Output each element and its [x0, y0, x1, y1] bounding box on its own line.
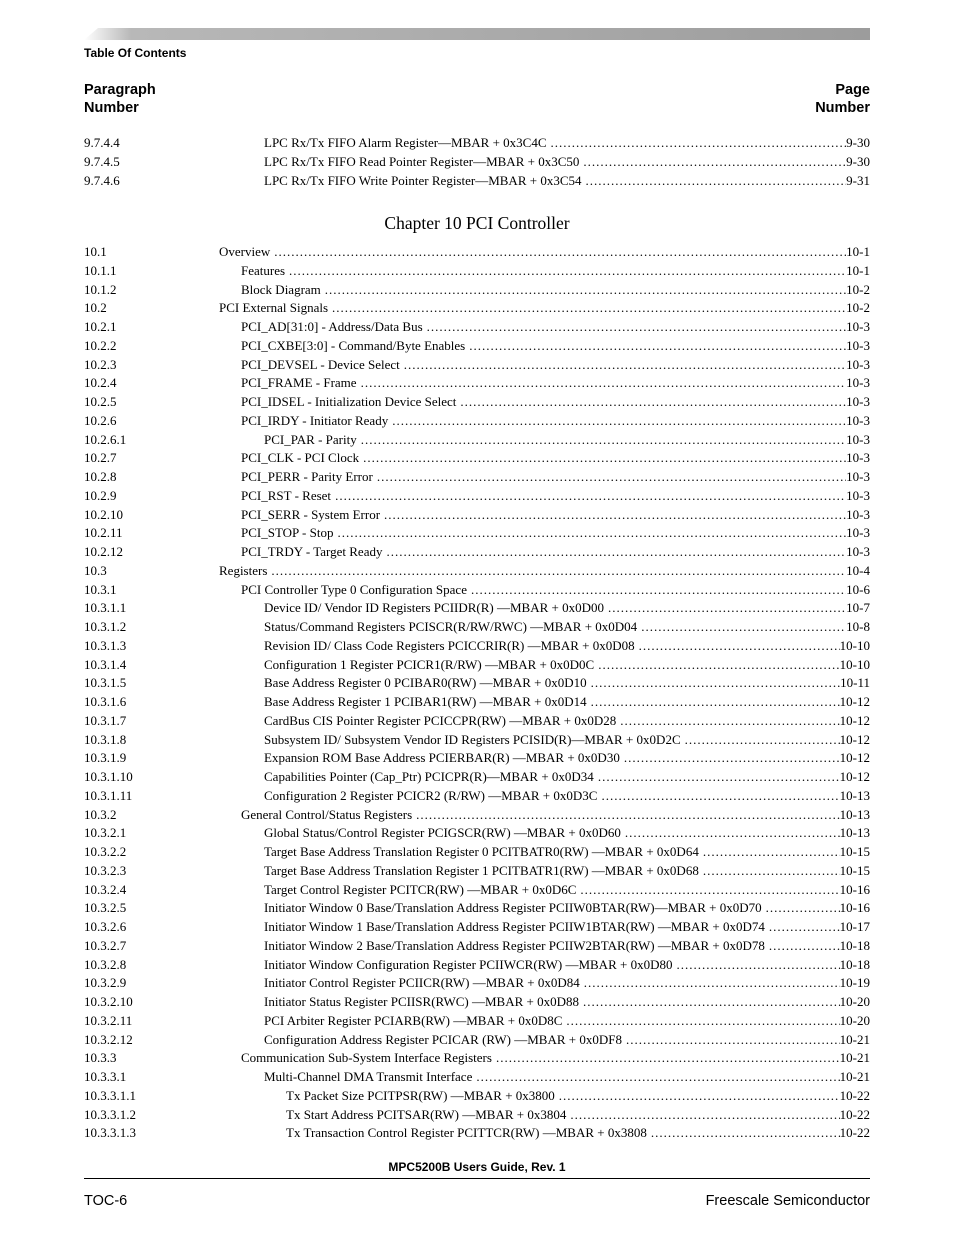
toc-entry-page: 10-15: [839, 844, 870, 859]
toc-entry-number: 10.3.1.6: [84, 694, 127, 709]
toc-entry-title: LPC Rx/Tx FIFO Alarm Register—MBAR + 0x3C4C: [264, 135, 547, 150]
toc-entry-title: Status/Command Registers PCISCR(R/RW/RWC) —MBAR + 0x0D04: [264, 619, 638, 634]
toc-entry[interactable]: [84, 172, 870, 191]
toc-entry-page: 10-3: [846, 337, 870, 353]
toc-entry-number: 10.3.2.1: [84, 825, 127, 841]
toc-entry-title: CardBus CIS Pointer Register PCICCPR(RW) —MBAR + 0x0D28: [264, 712, 617, 728]
toc-entry[interactable]: [84, 1049, 870, 1068]
toc-entry-number: 10.3.3.1.2: [84, 1106, 136, 1122]
toc-dot-leader: [703, 862, 840, 881]
toc-entry-number: 10.3.1: [84, 581, 117, 597]
toc-entry-page: 10-10: [839, 637, 870, 653]
toc-entry-title: Initiator Status Register PCIISR(RWC) —MBAR + 0x0D88: [264, 994, 580, 1009]
toc-dot-leader: [586, 172, 847, 191]
toc-entry[interactable]: [84, 712, 870, 731]
toc-entry-number: 10.3.3: [84, 1050, 117, 1066]
toc-entry-title: Subsystem ID/ Subsystem Vendor ID Registers PCISID(R)—MBAR + 0x0D2C: [264, 731, 681, 747]
toc-dot-leader: [551, 134, 847, 153]
toc-entry-page: 10-11: [840, 675, 870, 691]
toc-entry-number: 10.2.10: [84, 506, 123, 522]
toc-entry-page: 10-6: [846, 581, 870, 597]
toc-entry-title: Configuration Address Register PCICAR (RW) —MBAR + 0x0DF8: [264, 1031, 622, 1047]
toc-dot-leader: [591, 674, 841, 693]
toc-entry-title: PCI_CLK - PCI Clock: [241, 450, 360, 466]
toc-entry[interactable]: [84, 1124, 870, 1143]
toc-entry-page: 10-13: [839, 787, 870, 803]
toc-dot-leader: [703, 843, 840, 862]
toc-entry-page: 10-3: [846, 412, 870, 428]
toc-entry-page: 10-16: [839, 881, 870, 897]
toc-dot-leader: [598, 768, 840, 787]
toc-dot-leader: [361, 374, 847, 393]
toc-entry-number: 10.1.2: [84, 281, 117, 297]
toc-entry-title: Communication Sub-System Interface Registers: [241, 1050, 492, 1066]
toc-dot-leader: [580, 881, 839, 900]
toc-dot-leader: [496, 1049, 840, 1068]
toc-entry-page: 10-12: [839, 731, 870, 747]
toc-dot-leader: [335, 487, 846, 506]
toc-entry[interactable]: [84, 937, 870, 956]
toc-entry-title: LPC Rx/Tx FIFO Read Pointer Register—MBAR + 0x3C50: [264, 153, 580, 169]
toc-entry[interactable]: [84, 1106, 870, 1125]
toc-entry-title: PCI_IDSEL - Initialization Device Select: [241, 394, 457, 409]
toc-dot-leader: [769, 937, 840, 956]
paragraph-number-heading: Paragraph Number: [84, 82, 156, 116]
toc-entry-page: 10-13: [839, 825, 870, 841]
toc-entry-page: 10-18: [839, 937, 870, 953]
toc-entry[interactable]: [84, 318, 870, 337]
toc-dot-leader: [325, 281, 846, 300]
toc-entry-page: 10-3: [846, 506, 870, 522]
toc-entry-number: 10.3.3.1: [84, 1069, 127, 1084]
toc-dot-leader: [676, 956, 839, 975]
toc-dot-leader: [598, 656, 839, 675]
toc-entry[interactable]: [84, 618, 870, 637]
toc-entry-title: Target Base Address Translation Register 1 PCITBATR1(RW) —MBAR + 0x0D68: [264, 862, 699, 878]
toc-entry[interactable]: [84, 356, 870, 375]
toc-entry-title: Block Diagram: [241, 281, 321, 297]
toc-entry-page: 10-21: [839, 1069, 870, 1084]
toc-entry-title: General Control/Status Registers: [241, 806, 413, 822]
toc-entry-page: 10-22: [839, 1106, 870, 1122]
toc-entry-page: 10-18: [839, 956, 870, 972]
toc-dot-leader: [641, 618, 846, 637]
toc-entry[interactable]: [84, 768, 870, 787]
toc-entry-title: PCI_RST - Reset: [241, 487, 332, 503]
toc-entry-page: 10-12: [839, 712, 870, 728]
toc-entry[interactable]: [84, 581, 870, 600]
toc-entry-title: Target Base Address Translation Register 0 PCITBATR0(RW) —MBAR + 0x0D64: [264, 844, 699, 859]
toc-entry[interactable]: [84, 1068, 870, 1087]
toc-dot-leader: [392, 412, 846, 431]
toc-entry-title: Global Status/Control Register PCIGSCR(RW) —MBAR + 0x0D60: [264, 825, 621, 841]
toc-entry-title: PCI External Signals: [219, 300, 329, 316]
toc-entry-number: 10.3.2.7: [84, 937, 127, 953]
toc-dot-leader: [559, 1087, 840, 1106]
toc-entry-number: 9.7.4.4: [84, 135, 120, 150]
toc-entry[interactable]: [84, 431, 870, 450]
toc-entry-number: 10.3: [84, 562, 107, 578]
toc-entry-page: 10-3: [846, 487, 870, 503]
toc-entry[interactable]: [84, 1087, 870, 1106]
toc-dot-leader: [584, 974, 840, 993]
toc-entry-page: 10-3: [846, 469, 870, 484]
toc-list-chapter-9: [84, 134, 870, 190]
toc-entry-title: PCI_DEVSEL - Device Select: [241, 356, 400, 372]
toc-entry[interactable]: [84, 153, 870, 172]
toc-entry-title: Configuration 1 Register PCICR1(R/RW) —MBAR + 0x0D0C: [264, 656, 595, 672]
toc-entry[interactable]: [84, 599, 870, 618]
toc-dot-leader: [608, 599, 846, 618]
toc-entry-number: 10.2.8: [84, 469, 117, 484]
toc-entry-title: PCI_FRAME - Frame: [241, 375, 357, 391]
toc-entry[interactable]: [84, 899, 870, 918]
toc-dot-leader: [625, 824, 840, 843]
toc-entry-number: 10.3.1.10: [84, 769, 133, 784]
toc-entry-page: 10-3: [846, 394, 870, 409]
toc-entry-page: 10-19: [839, 975, 870, 991]
toc-entry-title: Initiator Window 0 Base/Translation Address Register PCIIW0BTAR(RW)—MBAR + 0x0D70: [264, 900, 762, 916]
toc-dot-leader: [271, 562, 846, 581]
toc-entry-title: Expansion ROM Base Address PCIERBAR(R) —MBAR + 0x0D30: [264, 750, 620, 766]
toc-entry-number: 10.2.7: [84, 450, 117, 466]
toc-entry-number: 10.3.2.9: [84, 975, 127, 991]
footer-page-label: TOC-6: [84, 1193, 128, 1209]
toc-entry[interactable]: [84, 524, 870, 543]
toc-dot-leader: [427, 318, 847, 337]
toc-entry[interactable]: [84, 1012, 870, 1031]
header-bar: [84, 28, 870, 40]
toc-entry-page: 10-3: [846, 431, 870, 447]
toc-dot-leader: [769, 918, 840, 937]
toc-entry-title: PCI_TRDY - Target Ready: [241, 544, 383, 559]
toc-entry[interactable]: [84, 881, 870, 900]
toc-entry-number: 10.3.2.5: [84, 900, 127, 916]
toc-dot-leader: [471, 581, 846, 600]
toc-entry-number: 10.2.2: [84, 337, 117, 353]
toc-entry-number: 10.2.1: [84, 319, 117, 334]
toc-entry[interactable]: [84, 806, 870, 825]
toc-dot-leader: [591, 693, 840, 712]
toc-entry[interactable]: [84, 993, 870, 1012]
toc-entry-title: Initiator Window 1 Base/Translation Address Register PCIIW1BTAR(RW) —MBAR + 0x0D74: [264, 919, 765, 934]
toc-entry[interactable]: [84, 449, 870, 468]
toc-entry[interactable]: [84, 843, 870, 862]
toc-entry[interactable]: [84, 412, 870, 431]
toc-entry[interactable]: [84, 824, 870, 843]
toc-dot-leader: [363, 449, 846, 468]
toc-entry-page: 10-7: [846, 600, 870, 616]
toc-dot-leader: [416, 806, 840, 825]
toc-entry[interactable]: [84, 337, 870, 356]
toc-entry-page: 10-12: [839, 750, 870, 766]
toc-entry-number: 10.1.1: [84, 262, 117, 278]
toc-entry-page: 9-30: [846, 153, 870, 169]
toc-entry[interactable]: [84, 243, 870, 262]
toc-entry[interactable]: [84, 956, 870, 975]
toc-entry-number: 10.2: [84, 300, 107, 316]
toc-entry-title: Capabilities Pointer (Cap_Ptr) PCICPR(R)—MBAR + 0x0D34: [264, 769, 594, 784]
toc-entry-title: Registers: [219, 562, 268, 578]
toc-entry-number: 10.3.1.3: [84, 637, 127, 653]
toc-entry-number: 10.3.1.4: [84, 656, 127, 672]
toc-entry[interactable]: [84, 1031, 870, 1050]
toc-dot-leader: [685, 731, 840, 750]
toc-entry-number: 10.3.1.1: [84, 600, 127, 616]
toc-entry-number: 10.3.2.11: [84, 1012, 133, 1028]
toc-dot-leader: [583, 993, 840, 1012]
toc-entry-title: PCI_IRDY - Initiator Ready: [241, 412, 389, 428]
toc-entry-title: PCI_PERR - Parity Error: [241, 469, 373, 484]
footer-divider: [84, 1178, 870, 1179]
toc-entry-title: Base Address Register 1 PCIBAR1(RW) —MBAR + 0x0D14: [264, 694, 587, 709]
toc-entry-title: Device ID/ Vendor ID Registers PCIIDR(R) —MBAR + 0x0D00: [264, 600, 605, 616]
toc-entry-page: 10-21: [839, 1050, 870, 1066]
toc-entry-number: 10.3.3.1.1: [84, 1087, 136, 1103]
toc-entry[interactable]: [84, 674, 870, 693]
toc-entry-number: 10.1: [84, 244, 107, 259]
toc-dot-leader: [332, 299, 846, 318]
toc-dot-leader: [639, 637, 840, 656]
toc-entry[interactable]: [84, 281, 870, 300]
toc-entry-title: Initiator Window 2 Base/Translation Address Register PCIIW2BTAR(RW) —MBAR + 0x0D78: [264, 937, 765, 953]
toc-entry-page: 10-3: [846, 544, 870, 559]
toc-entry-title: Tx Start Address PCITSAR(RW) —MBAR + 0x3804: [286, 1106, 567, 1122]
toc-dot-leader: [651, 1124, 840, 1143]
toc-dot-leader: [570, 1106, 839, 1125]
toc-dot-leader: [274, 243, 846, 262]
toc-entry-number: 9.7.4.5: [84, 153, 120, 169]
toc-entry[interactable]: [84, 262, 870, 281]
toc-entry-page: 10-2: [846, 281, 870, 297]
toc-entry-page: 10-1: [846, 244, 870, 259]
toc-entry-number: 10.3.2.12: [84, 1031, 133, 1047]
toc-entry-number: 10.3.2.3: [84, 862, 127, 878]
toc-entry-page: 10-3: [846, 525, 870, 541]
toc-entry-number: 10.2.3: [84, 356, 117, 372]
toc-dot-leader: [384, 506, 846, 525]
toc-entry-number: 10.3.1.7: [84, 712, 127, 728]
toc-entry-number: 10.2.6.1: [84, 431, 127, 447]
toc-entry[interactable]: [84, 543, 870, 562]
toc-entry-page: 10-10: [839, 656, 870, 672]
toc-entry-title: PCI Arbiter Register PCIARB(RW) —MBAR + 0x0D8C: [264, 1012, 563, 1028]
toc-dot-leader: [377, 468, 846, 487]
toc-dot-leader: [476, 1068, 839, 1087]
toc-dot-leader: [361, 431, 846, 450]
toc-entry-number: 10.3.1.9: [84, 750, 127, 766]
toc-entry-title: Base Address Register 0 PCIBAR0(RW) —MBAR + 0x0D10: [264, 675, 587, 691]
toc-entry-page: 10-22: [839, 1087, 870, 1103]
toc-entry[interactable]: [84, 918, 870, 937]
toc-entry-title: Overview: [219, 244, 271, 259]
page-number-heading: Page Number: [815, 82, 870, 116]
toc-entry-page: 10-12: [839, 769, 870, 784]
toc-entry-page: 10-20: [839, 1012, 870, 1028]
toc-entry-page: 10-13: [839, 806, 870, 822]
toc-entry-page: 10-22: [839, 1125, 870, 1141]
toc-dot-leader: [583, 153, 846, 172]
toc-entry-page: 10-2: [846, 300, 870, 316]
toc-entry-number: 10.2.5: [84, 394, 117, 409]
toc-dot-leader: [566, 1012, 839, 1031]
toc-entry-number: 10.2.4: [84, 375, 117, 391]
toc-dot-leader: [469, 337, 846, 356]
toc-dot-leader: [386, 543, 846, 562]
toc-entry-number: 10.3.2.2: [84, 844, 127, 859]
toc-entry[interactable]: [84, 637, 870, 656]
toc-entry[interactable]: [84, 731, 870, 750]
toc-entry-number: 10.2.9: [84, 487, 117, 503]
toc-entry-title: PCI_PAR - Parity: [264, 431, 357, 447]
toc-entry-title: Target Control Register PCITCR(RW) —MBAR + 0x0D6C: [264, 881, 577, 897]
toc-entry-number: 9.7.4.6: [84, 172, 120, 188]
toc-entry-page: 10-3: [846, 356, 870, 372]
toc-entry[interactable]: [84, 134, 870, 153]
toc-entry-number: 10.3.1.8: [84, 731, 127, 747]
toc-entry-number: 10.2.11: [84, 525, 123, 541]
toc-entry-number: 10.3.1.2: [84, 619, 127, 634]
toc-entry-page: 10-4: [846, 562, 870, 578]
toc-entry-page: 10-16: [839, 900, 870, 916]
toc-entry-number: 10.2.6: [84, 412, 117, 428]
toc-entry-page: 10-20: [839, 994, 870, 1009]
toc-dot-leader: [601, 787, 839, 806]
toc-entry-title: LPC Rx/Tx FIFO Write Pointer Register—MBAR + 0x3C54: [264, 172, 582, 188]
toc-entry-number: 10.3.1.5: [84, 675, 127, 691]
toc-list-chapter-10: [84, 243, 870, 1143]
toc-entry-number: 10.3.2.4: [84, 881, 127, 897]
toc-entry[interactable]: [84, 506, 870, 525]
running-head: Table Of Contents: [84, 46, 187, 60]
toc-entry[interactable]: [84, 374, 870, 393]
toc-entry[interactable]: [84, 862, 870, 881]
toc-dot-leader: [289, 262, 846, 281]
footer-company: Freescale Semiconductor: [705, 1193, 870, 1209]
toc-entry-title: Features: [241, 262, 286, 278]
toc-entry-title: PCI_STOP - Stop: [241, 525, 334, 541]
toc-entry-title: PCI Controller Type 0 Configuration Space: [241, 581, 467, 597]
toc-dot-leader: [624, 749, 840, 768]
toc-entry-title: Tx Packet Size PCITPSR(RW) —MBAR + 0x3800: [286, 1087, 555, 1103]
toc-entry-page: 9-30: [846, 135, 870, 150]
toc-entry-page: 10-12: [839, 694, 870, 709]
toc-entry[interactable]: [84, 299, 870, 318]
toc-entry-title: Configuration 2 Register PCICR2 (R/RW) —MBAR + 0x0D3C: [264, 787, 598, 803]
toc-entry[interactable]: [84, 974, 870, 993]
toc-entry-page: 10-21: [839, 1031, 870, 1047]
toc-entry-page: 10-3: [846, 375, 870, 391]
toc-entry-page: 10-3: [846, 319, 870, 334]
toc-entry-title: PCI_CXBE[3:0] - Command/Byte Enables: [241, 337, 466, 353]
toc-entry-title: Initiator Control Register PCIICR(RW) —MBAR + 0x0D84: [264, 975, 580, 991]
toc-entry-number: 10.3.2: [84, 806, 117, 822]
toc-dot-leader: [766, 899, 840, 918]
toc-dot-leader: [404, 356, 846, 375]
footer-guide-title: MPC5200B Users Guide, Rev. 1: [388, 1160, 566, 1174]
toc-entry-title: Tx Transaction Control Register PCITTCR(RW) —MBAR + 0x3808: [286, 1125, 647, 1141]
chapter-title: Chapter 10 PCI Controller: [384, 213, 570, 233]
toc-dot-leader: [626, 1031, 840, 1050]
toc-entry[interactable]: [84, 787, 870, 806]
toc-entry[interactable]: [84, 468, 870, 487]
toc-entry-number: 10.3.3.1.3: [84, 1125, 136, 1141]
toc-entry-page: 10-1: [846, 262, 870, 278]
toc-entry[interactable]: [84, 749, 870, 768]
toc-entry-page: 10-3: [846, 450, 870, 466]
toc-entry-title: Initiator Window Configuration Register PCIIWCR(RW) —MBAR + 0x0D80: [264, 956, 673, 972]
toc-entry-page: 10-15: [839, 862, 870, 878]
toc-entry-number: 10.2.12: [84, 544, 123, 559]
toc-entry[interactable]: [84, 562, 870, 581]
toc-entry-page: 10-17: [839, 919, 870, 934]
toc-entry-number: 10.3.1.11: [84, 787, 133, 803]
toc-entry[interactable]: [84, 393, 870, 412]
toc-entry-page: 10-8: [846, 619, 870, 634]
toc-entry-page: 9-31: [846, 172, 870, 188]
toc-entry[interactable]: [84, 656, 870, 675]
toc-entry[interactable]: [84, 693, 870, 712]
toc-dot-leader: [460, 393, 846, 412]
toc-entry-number: 10.3.2.8: [84, 956, 127, 972]
toc-dot-leader: [337, 524, 846, 543]
toc-entry-title: PCI_AD[31:0] - Address/Data Bus: [241, 319, 423, 334]
toc-entry-title: PCI_SERR - System Error: [241, 506, 381, 522]
toc-entry-number: 10.3.2.6: [84, 919, 127, 934]
toc-entry[interactable]: [84, 487, 870, 506]
toc-dot-leader: [620, 712, 839, 731]
toc-entry-title: Revision ID/ Class Code Registers PCICCRIR(R) —MBAR + 0x0D08: [264, 637, 635, 653]
toc-entry-number: 10.3.2.10: [84, 994, 133, 1009]
toc-entry-title: Multi-Channel DMA Transmit Interface: [264, 1069, 473, 1084]
